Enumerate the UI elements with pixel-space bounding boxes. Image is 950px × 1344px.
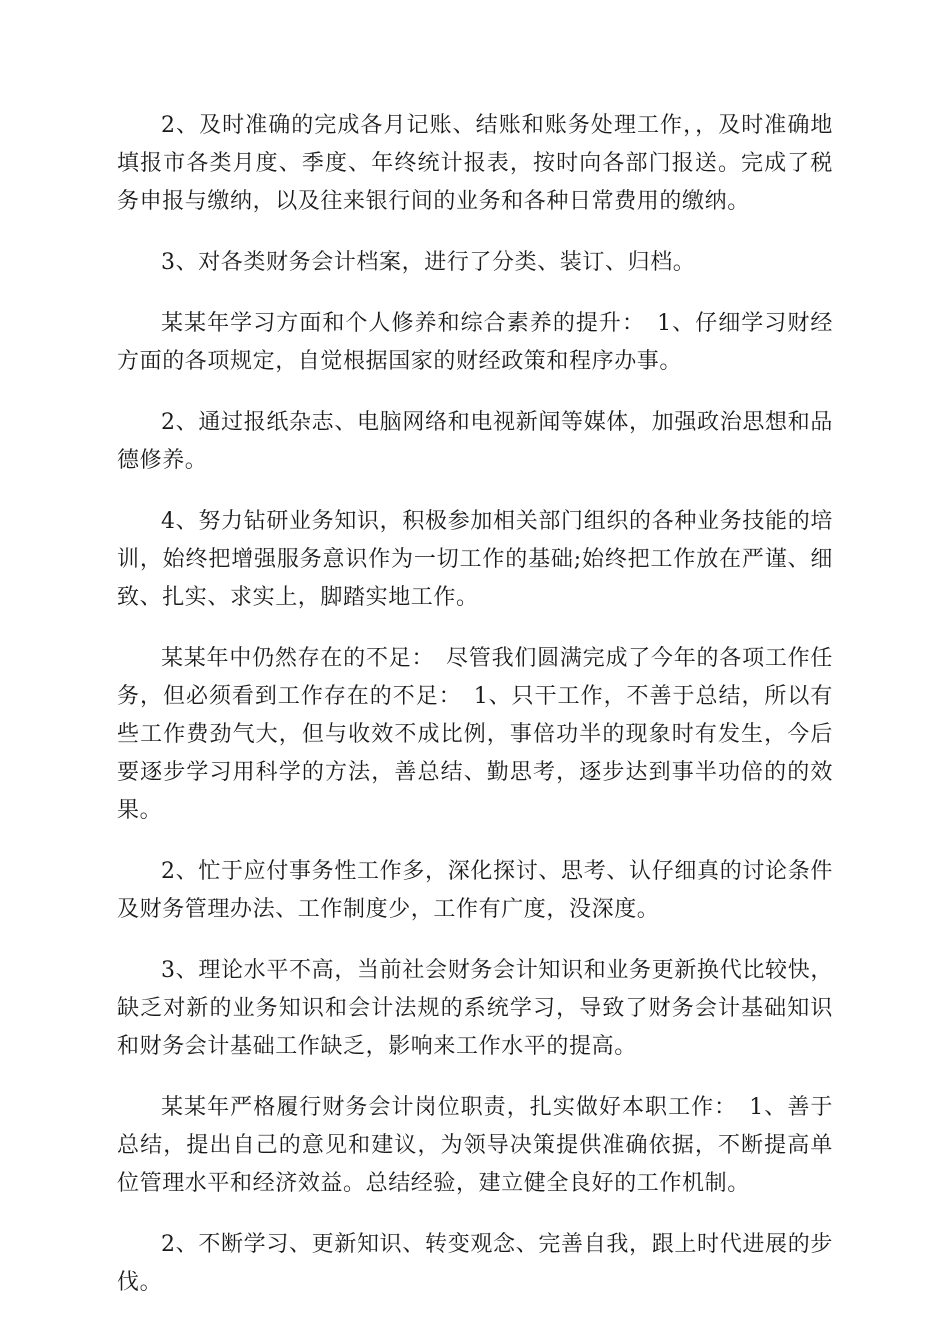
document-page bbox=[117, 107, 833, 1325]
paragraph-6: 某某年中仍然存在的不足： 尽管我们圆满完成了今年的各项工作任务，但必须看到工作存在的不足： 1、只干工作，不善于总结，所以有些工作费劲气大，但与收效不成比例，事倍功半的现象时有发生，今后要逐步学习用科学的方法，善总结、勤思考，逐步达到事半功倍的的效果。 bbox=[117, 646, 833, 823]
paragraph-10: 2、不断学习、更新知识、转变观念、完善自我，跟上时代进展的步伐。 bbox=[117, 1232, 833, 1295]
paragraph-1: 2、及时准确的完成各月记账、结账和账务处理工作，，及时准确地填报市各类月度、季度、年终统计报表，按时向各部门报送。完成了税务申报与缴纳，以及往来银行间的业务和各种日常费用的缴纳。 bbox=[117, 113, 833, 214]
paragraph-2: 3、对各类财务会计档案，进行了分类、装订、归档。 bbox=[161, 250, 696, 275]
paragraph-9: 某某年严格履行财务会计岗位职责，扎实做好本职工作： 1、善于总结，提出自己的意见和建议，为领导决策提供准确依据，不断提高单位管理水平和经济效益。总结经验，建立健全良好的工作机制。 bbox=[117, 1095, 833, 1196]
paragraph-4: 2、通过报纸杂志、电脑网络和电视新闻等媒体，加强政治思想和品德修养。 bbox=[117, 410, 833, 473]
paragraph-8: 3、理论水平不高，当前社会财务会计知识和业务更新换代比较快，缺乏对新的业务知识和会计法规的系统学习，导致了财务会计基础知识和财务会计基础工作缺乏，影响来工作水平的提高。 bbox=[117, 958, 833, 1059]
paragraph-7: 2、忙于应付事务性工作多，深化探讨、思考、认仔细真的讨论条件及财务管理办法、工作制度少，工作有广度，没深度。 bbox=[117, 859, 833, 922]
paragraph-3: 某某年学习方面和个人修养和综合素养的提升： 1、仔细学习财经方面的各项规定，自觉根据国家的财经政策和程序办事。 bbox=[117, 311, 833, 374]
paragraph-5: 4、努力钻研业务知识，积极参加相关部门组织的各种业务技能的培训，始终把增强服务意识作为一切工作的基础;始终把工作放在严谨、细致、扎实、求实上，脚踏实地工作。 bbox=[117, 509, 833, 610]
